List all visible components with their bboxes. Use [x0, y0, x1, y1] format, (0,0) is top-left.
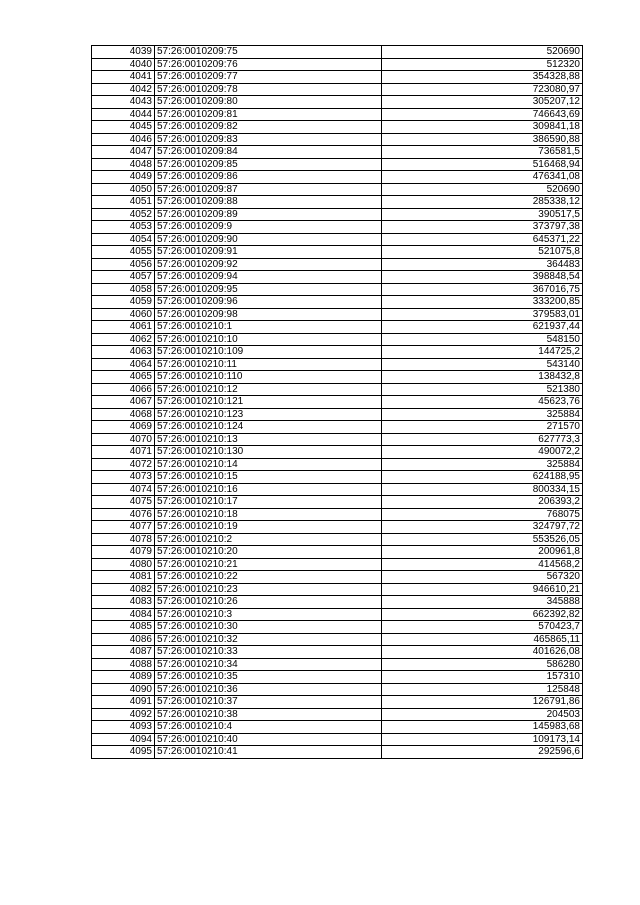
table-row [92, 383, 583, 396]
table-row [92, 108, 583, 121]
row-number-cell: 4042 [92, 83, 155, 96]
cadastral-value-cell: 305207,12 [382, 96, 583, 109]
row-number-cell: 4049 [92, 171, 155, 184]
cadastral-value-cell: 621937,44 [382, 321, 583, 334]
cadastral-number-cell: 57:26:0010210:26 [155, 596, 382, 609]
table-row [92, 458, 583, 471]
row-number-cell: 4092 [92, 708, 155, 721]
cadastral-value-cell: 723080,97 [382, 83, 583, 96]
table-row [92, 371, 583, 384]
row-number-cell: 4058 [92, 283, 155, 296]
cadastral-number-cell: 57:26:0010210:21 [155, 558, 382, 571]
table-row [92, 533, 583, 546]
cadastral-value-cell: 946610,21 [382, 583, 583, 596]
table-row [92, 83, 583, 96]
cadastral-number-cell: 57:26:0010210:14 [155, 458, 382, 471]
cadastral-value-cell: 271570 [382, 421, 583, 434]
cadastral-number-cell: 57:26:0010210:37 [155, 696, 382, 709]
cadastral-number-cell: 57:26:0010209:77 [155, 71, 382, 84]
row-number-cell: 4065 [92, 371, 155, 384]
table-row [92, 71, 583, 84]
cadastral-value-cell: 157310 [382, 671, 583, 684]
row-number-cell: 4085 [92, 621, 155, 634]
table-row [92, 708, 583, 721]
cadastral-number-cell: 57:26:0010210:13 [155, 433, 382, 446]
row-number-cell: 4076 [92, 508, 155, 521]
cadastral-value-cell: 109173,14 [382, 733, 583, 746]
table-row [92, 671, 583, 684]
table-row [92, 433, 583, 446]
row-number-cell: 4057 [92, 271, 155, 284]
cadastral-value-cell: 373797,38 [382, 221, 583, 234]
cadastral-value-cell: 521075,8 [382, 246, 583, 259]
cadastral-value-cell: 401626,08 [382, 646, 583, 659]
cadastral-number-cell: 57:26:0010209:81 [155, 108, 382, 121]
row-number-cell: 4082 [92, 583, 155, 596]
table-row [92, 571, 583, 584]
table-row [92, 721, 583, 734]
cadastral-value-cell: 567320 [382, 571, 583, 584]
row-number-cell: 4045 [92, 121, 155, 134]
table-row [92, 246, 583, 259]
row-number-cell: 4078 [92, 533, 155, 546]
cadastral-number-cell: 57:26:0010209:89 [155, 208, 382, 221]
cadastral-number-cell: 57:26:0010210:15 [155, 471, 382, 484]
cadastral-value-cell: 309841,18 [382, 121, 583, 134]
cadastral-number-cell: 57:26:0010210:130 [155, 446, 382, 459]
table-row [92, 408, 583, 421]
cadastral-number-cell: 57:26:0010209:75 [155, 46, 382, 59]
table-row [92, 271, 583, 284]
row-number-cell: 4088 [92, 658, 155, 671]
row-number-cell: 4071 [92, 446, 155, 459]
cadastral-number-cell: 57:26:0010210:20 [155, 546, 382, 559]
row-number-cell: 4054 [92, 233, 155, 246]
cadastral-value-cell: 379583,01 [382, 308, 583, 321]
cadastral-number-cell: 57:26:0010209:88 [155, 196, 382, 209]
cadastral-value-cell: 624188,95 [382, 471, 583, 484]
row-number-cell: 4055 [92, 246, 155, 259]
cadastral-value-cell: 325884 [382, 408, 583, 421]
row-number-cell: 4040 [92, 58, 155, 71]
cadastral-value-cell: 465865,11 [382, 633, 583, 646]
row-number-cell: 4064 [92, 358, 155, 371]
cadastral-value-cell: 138432,8 [382, 371, 583, 384]
table-row [92, 46, 583, 59]
cadastral-number-cell: 57:26:0010210:1 [155, 321, 382, 334]
row-number-cell: 4046 [92, 133, 155, 146]
row-number-cell: 4044 [92, 108, 155, 121]
cadastral-value-cell: 543140 [382, 358, 583, 371]
table-row [92, 421, 583, 434]
cadastral-value-cell: 386590,88 [382, 133, 583, 146]
row-number-cell: 4083 [92, 596, 155, 609]
table-row [92, 233, 583, 246]
cadastral-value-cell: 736581,5 [382, 146, 583, 159]
cadastral-value-cell: 516468,94 [382, 158, 583, 171]
table-row [92, 508, 583, 521]
table-row [92, 733, 583, 746]
table-row [92, 471, 583, 484]
cadastral-value-cell: 476341,08 [382, 171, 583, 184]
cadastral-number-cell: 57:26:0010210:124 [155, 421, 382, 434]
row-number-cell: 4039 [92, 46, 155, 59]
cadastral-value-cell: 126791,86 [382, 696, 583, 709]
cadastral-value-cell: 553526,05 [382, 533, 583, 546]
cadastral-number-cell: 57:26:0010209:85 [155, 158, 382, 171]
cadastral-number-cell: 57:26:0010209:95 [155, 283, 382, 296]
row-number-cell: 4095 [92, 746, 155, 759]
table-row [92, 58, 583, 71]
cadastral-value-cell: 800334,15 [382, 483, 583, 496]
cadastral-value-cell: 345888 [382, 596, 583, 609]
table-row [92, 308, 583, 321]
row-number-cell: 4050 [92, 183, 155, 196]
cadastral-value-cell: 325884 [382, 458, 583, 471]
row-number-cell: 4093 [92, 721, 155, 734]
row-number-cell: 4056 [92, 258, 155, 271]
row-number-cell: 4087 [92, 646, 155, 659]
cadastral-value-cell: 768075 [382, 508, 583, 521]
table-row [92, 496, 583, 509]
cadastral-number-cell: 57:26:0010209:87 [155, 183, 382, 196]
cadastral-number-cell: 57:26:0010209:83 [155, 133, 382, 146]
cadastral-number-cell: 57:26:0010209:90 [155, 233, 382, 246]
cadastral-value-cell: 662392,82 [382, 608, 583, 621]
row-number-cell: 4060 [92, 308, 155, 321]
cadastral-number-cell: 57:26:0010210:10 [155, 333, 382, 346]
cadastral-number-cell: 57:26:0010210:22 [155, 571, 382, 584]
cadastral-value-cell: 586280 [382, 658, 583, 671]
cadastral-number-cell: 57:26:0010210:23 [155, 583, 382, 596]
row-number-cell: 4070 [92, 433, 155, 446]
table-row [92, 446, 583, 459]
table-row [92, 658, 583, 671]
row-number-cell: 4061 [92, 321, 155, 334]
cadastral-number-cell: 57:26:0010210:36 [155, 683, 382, 696]
cadastral-number-cell: 57:26:0010210:34 [155, 658, 382, 671]
table-row [92, 746, 583, 759]
row-number-cell: 4062 [92, 333, 155, 346]
cadastral-number-cell: 57:26:0010210:17 [155, 496, 382, 509]
table-row [92, 696, 583, 709]
table-row [92, 596, 583, 609]
cadastral-value-cell: 645371,22 [382, 233, 583, 246]
cadastral-value-cell: 746643,69 [382, 108, 583, 121]
cadastral-number-cell: 57:26:0010210:121 [155, 396, 382, 409]
cadastral-number-cell: 57:26:0010210:35 [155, 671, 382, 684]
table-row [92, 558, 583, 571]
table-row [92, 196, 583, 209]
table-row [92, 171, 583, 184]
cadastral-value-cell: 390517,5 [382, 208, 583, 221]
row-number-cell: 4053 [92, 221, 155, 234]
row-number-cell: 4091 [92, 696, 155, 709]
row-number-cell: 4066 [92, 383, 155, 396]
cadastral-value-cell: 45623,76 [382, 396, 583, 409]
cadastral-number-cell: 57:26:0010210:2 [155, 533, 382, 546]
cadastral-value-cell: 627773,3 [382, 433, 583, 446]
cadastral-number-cell: 57:26:0010210:110 [155, 371, 382, 384]
cadastral-value-cell: 490072,2 [382, 446, 583, 459]
cadastral-number-cell: 57:26:0010210:18 [155, 508, 382, 521]
row-number-cell: 4080 [92, 558, 155, 571]
cadastral-number-cell: 57:26:0010209:96 [155, 296, 382, 309]
cadastral-value-cell: 367016,75 [382, 283, 583, 296]
table-row [92, 621, 583, 634]
cadastral-number-cell: 57:26:0010210:19 [155, 521, 382, 534]
row-number-cell: 4084 [92, 608, 155, 621]
cadastral-number-cell: 57:26:0010210:3 [155, 608, 382, 621]
row-number-cell: 4041 [92, 71, 155, 84]
row-number-cell: 4072 [92, 458, 155, 471]
cadastral-number-cell: 57:26:0010209:94 [155, 271, 382, 284]
row-number-cell: 4089 [92, 671, 155, 684]
row-number-cell: 4073 [92, 471, 155, 484]
cadastral-value-cell: 285338,12 [382, 196, 583, 209]
table-row [92, 321, 583, 334]
cadastral-number-cell: 57:26:0010209:78 [155, 83, 382, 96]
cadastral-number-cell: 57:26:0010209:84 [155, 146, 382, 159]
row-number-cell: 4068 [92, 408, 155, 421]
cadastral-number-cell: 57:26:0010209:76 [155, 58, 382, 71]
row-number-cell: 4077 [92, 521, 155, 534]
row-number-cell: 4043 [92, 96, 155, 109]
cadastral-number-cell: 57:26:0010209:92 [155, 258, 382, 271]
table-row [92, 396, 583, 409]
cadastral-number-cell: 57:26:0010210:12 [155, 383, 382, 396]
cadastral-number-cell: 57:26:0010210:38 [155, 708, 382, 721]
cadastral-value-cell: 398848,54 [382, 271, 583, 284]
row-number-cell: 4075 [92, 496, 155, 509]
cadastral-number-cell: 57:26:0010210:30 [155, 621, 382, 634]
cadastral-value-cell: 324797,72 [382, 521, 583, 534]
cadastral-value-cell: 414568,2 [382, 558, 583, 571]
table-row [92, 346, 583, 359]
table-row [92, 633, 583, 646]
row-number-cell: 4063 [92, 346, 155, 359]
cadastral-value-cell: 520690 [382, 46, 583, 59]
table-row [92, 133, 583, 146]
row-number-cell: 4090 [92, 683, 155, 696]
table-row [92, 121, 583, 134]
table-row [92, 358, 583, 371]
cadastral-value-cell: 570423,7 [382, 621, 583, 634]
table-row [92, 96, 583, 109]
table-row [92, 158, 583, 171]
cadastral-number-cell: 57:26:0010210:11 [155, 358, 382, 371]
cadastral-value-cell: 125848 [382, 683, 583, 696]
cadastral-number-cell: 57:26:0010210:4 [155, 721, 382, 734]
table-row [92, 183, 583, 196]
row-number-cell: 4067 [92, 396, 155, 409]
table-row [92, 208, 583, 221]
cadastral-value-cell: 512320 [382, 58, 583, 71]
cadastral-value-cell: 548150 [382, 333, 583, 346]
table-row [92, 333, 583, 346]
cadastral-value-cell: 200961,8 [382, 546, 583, 559]
cadastral-number-cell: 57:26:0010209:91 [155, 246, 382, 259]
table-row [92, 296, 583, 309]
table-row [92, 146, 583, 159]
table-row [92, 221, 583, 234]
table-row [92, 283, 583, 296]
cadastral-value-cell: 292596,6 [382, 746, 583, 759]
row-number-cell: 4052 [92, 208, 155, 221]
table-row [92, 483, 583, 496]
cadastral-number-cell: 57:26:0010210:16 [155, 483, 382, 496]
row-number-cell: 4086 [92, 633, 155, 646]
cadastral-number-cell: 57:26:0010210:40 [155, 733, 382, 746]
cadastral-value-cell: 206393,2 [382, 496, 583, 509]
table-row [92, 583, 583, 596]
cadastral-number-cell: 57:26:0010209:86 [155, 171, 382, 184]
cadastral-number-cell: 57:26:0010209:82 [155, 121, 382, 134]
row-number-cell: 4051 [92, 196, 155, 209]
table-row [92, 546, 583, 559]
cadastral-number-cell: 57:26:0010210:33 [155, 646, 382, 659]
cadastral-number-cell: 57:26:0010210:32 [155, 633, 382, 646]
row-number-cell: 4081 [92, 571, 155, 584]
table-row [92, 258, 583, 271]
cadastral-number-cell: 57:26:0010210:123 [155, 408, 382, 421]
table-row [92, 521, 583, 534]
row-number-cell: 4069 [92, 421, 155, 434]
table-row [92, 646, 583, 659]
row-number-cell: 4059 [92, 296, 155, 309]
cadastral-value-table [91, 45, 583, 759]
row-number-cell: 4047 [92, 146, 155, 159]
table-row [92, 608, 583, 621]
row-number-cell: 4048 [92, 158, 155, 171]
cadastral-number-cell: 57:26:0010210:41 [155, 746, 382, 759]
cadastral-value-cell: 204503 [382, 708, 583, 721]
row-number-cell: 4079 [92, 546, 155, 559]
cadastral-value-cell: 145983,68 [382, 721, 583, 734]
cadastral-value-cell: 364483 [382, 258, 583, 271]
cadastral-value-cell: 333200,85 [382, 296, 583, 309]
cadastral-number-cell: 57:26:0010209:98 [155, 308, 382, 321]
cadastral-number-cell: 57:26:0010210:109 [155, 346, 382, 359]
table-body [92, 46, 583, 759]
row-number-cell: 4074 [92, 483, 155, 496]
cadastral-value-cell: 354328,88 [382, 71, 583, 84]
cadastral-number-cell: 57:26:0010209:9 [155, 221, 382, 234]
cadastral-value-cell: 521380 [382, 383, 583, 396]
cadastral-value-cell: 520690 [382, 183, 583, 196]
cadastral-value-cell: 144725,2 [382, 346, 583, 359]
row-number-cell: 4094 [92, 733, 155, 746]
table-row [92, 683, 583, 696]
cadastral-number-cell: 57:26:0010209:80 [155, 96, 382, 109]
